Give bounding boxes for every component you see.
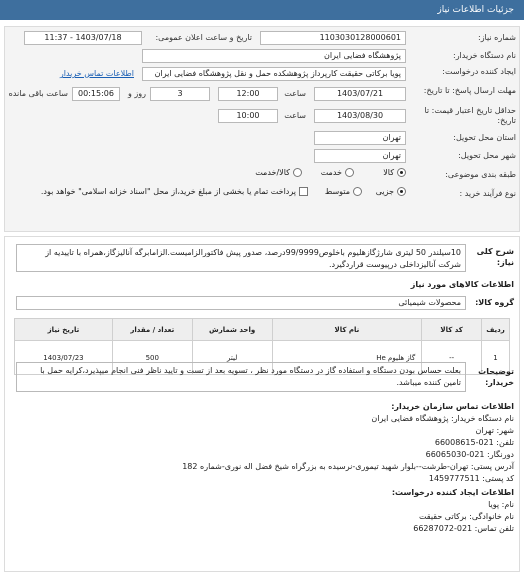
buyer-notes-label: توضیحات خریدار: (478, 367, 514, 387)
province-value: تهران (314, 131, 406, 145)
cell-unit: لیتر (192, 341, 272, 375)
col-name: نام کالا (272, 319, 422, 341)
col-code: کد کالا (422, 319, 482, 341)
remaining-time: 00:15:06 (72, 87, 120, 101)
category-both-radio[interactable] (293, 168, 302, 177)
col-row: ردیف (482, 319, 510, 341)
category-goods-radio[interactable] (397, 168, 406, 177)
process-label: نوع فرآیند خرید : (459, 189, 516, 198)
cell-code: -- (422, 341, 482, 375)
payment-treasury-checkbox[interactable] (299, 187, 308, 196)
deadline-label: مهلت ارسال پاسخ: تا تاریخ: (423, 86, 516, 95)
validity-label: حداقل تاریخ اعتبار قیمت: تا تاریخ: (424, 106, 516, 125)
province-label: استان محل تحویل: (453, 133, 516, 142)
category-option-goods[interactable]: کالا (383, 168, 406, 177)
category-option-service[interactable]: خدمت (321, 168, 354, 177)
contact-org: نام دستگاه خریدار: پژوهشگاه فضایی ایران (371, 414, 514, 423)
creator-title: اطلاعات ایجاد کننده درخواست: (391, 488, 514, 497)
requester-value: پویا برکاتی حقیقت کارپرداز پژوهشکده حمل و نقل پژوهشگاه فضایی ایران (142, 67, 406, 81)
city-value: تهران (314, 149, 406, 163)
description-text: 10سیلندر 50 لیتری شارژگازهلیوم باخلوص99/9999درصد، صدور پیش فاکتورالزامیست.الزامابرگه آنالیزگاز،همراه با تاییدیه از شرکت آنالیزداخلی درپیوست قراردگیرد. (16, 244, 466, 272)
cell-qty: 500 (112, 341, 192, 375)
announce-value: 1403/07/18 - 11:37 (24, 31, 142, 45)
page-header (0, 0, 524, 20)
buyer-org-value: پژوهشگاه فضایی ایران (142, 49, 406, 63)
goods-section-title: اطلاعات کالاهای مورد نیاز (410, 280, 514, 289)
contact-city: شهر: تهران (475, 426, 514, 435)
buyer-org-label: نام دستگاه خریدار: (453, 51, 516, 60)
process-medium-radio[interactable] (353, 187, 362, 196)
contact-address: آدرس پستی: تهران-طرشت--بلوار شهید تیموری-نرسیده به بزرگراه شیخ فضل اله نوری-شماره 182 (182, 462, 514, 471)
creator-first-name: نام: پویا (488, 500, 514, 509)
creator-last-name: نام خانوادگی: برکاتی حقیقت (418, 512, 514, 521)
days-word: روز و (128, 89, 146, 98)
validity-date: 1403/08/30 (314, 109, 406, 123)
category-service-radio[interactable] (345, 168, 354, 177)
process-option-minor[interactable]: جزیی (376, 187, 406, 196)
process-option-medium[interactable]: متوسط (325, 187, 362, 196)
contact-phone: تلفن: 021-66008615 (434, 438, 514, 447)
need-number-label: شماره نیاز: (478, 33, 516, 42)
days-remaining: 3 (150, 87, 210, 101)
cell-date: 1403/07/23 (15, 341, 113, 375)
announce-label: تاریخ و ساعت اعلان عمومی: (155, 33, 252, 42)
deadline-date: 1403/07/21 (314, 87, 406, 101)
col-qty: تعداد / مقدار (112, 319, 192, 341)
need-number-value: 1103030128000601 (260, 31, 406, 45)
contact-title: اطلاعات تماس سازمان خریدار: (391, 402, 514, 411)
category-label: طبقه بندی موضوعی: (445, 170, 516, 179)
validity-time: 10:00 (218, 109, 278, 123)
cell-row: 1 (482, 341, 510, 375)
buyer-notes-text: بعلت حساس بودن دستگاه و استفاده گاز در دستگاه مورد نظر ، تسویه بعد از تست و تایید ناظر فنی انجام میپذیرد،کرایه حمل با تامین کننده میباشد. (16, 362, 466, 392)
payment-treasury-option[interactable]: پرداخت تمام یا بخشی از مبلغ خرید،از محل "اسناد خزانه اسلامی" خواهد بود. (41, 187, 308, 196)
remaining-label: ساعت باقی مانده (8, 89, 68, 98)
cell-name: گاز هلیوم He (272, 341, 422, 375)
buyer-contact-link[interactable]: اطلاعات تماس خریدار (59, 69, 134, 78)
page-title: جزئیات اطلاعات نیاز (437, 5, 514, 15)
contact-postal: کد پستی: 1459777511 (428, 474, 514, 483)
category-option-both[interactable]: کالا/خدمت (255, 168, 302, 177)
description-label: شرح کلی نیاز: (476, 247, 514, 267)
contact-fax: دورنگار: 021-66065030 (425, 450, 514, 459)
city-label: شهر محل تحویل: (458, 151, 516, 160)
goods-table-header (15, 319, 510, 341)
deadline-time: 12:00 (218, 87, 278, 101)
requester-label: ایجاد کننده درخواست: (442, 67, 516, 76)
creator-phone: تلفن تماس: 021-66287072 (413, 524, 514, 533)
goods-group-label: گروه کالا: (475, 298, 514, 307)
process-minor-radio[interactable] (397, 187, 406, 196)
deadline-time-label: ساعت (284, 89, 306, 98)
col-unit: واحد شمارش (192, 319, 272, 341)
goods-group-value: محصولات شیمیائی (16, 296, 466, 310)
col-date: تاریخ نیاز (15, 319, 113, 341)
validity-time-label: ساعت (284, 111, 306, 120)
